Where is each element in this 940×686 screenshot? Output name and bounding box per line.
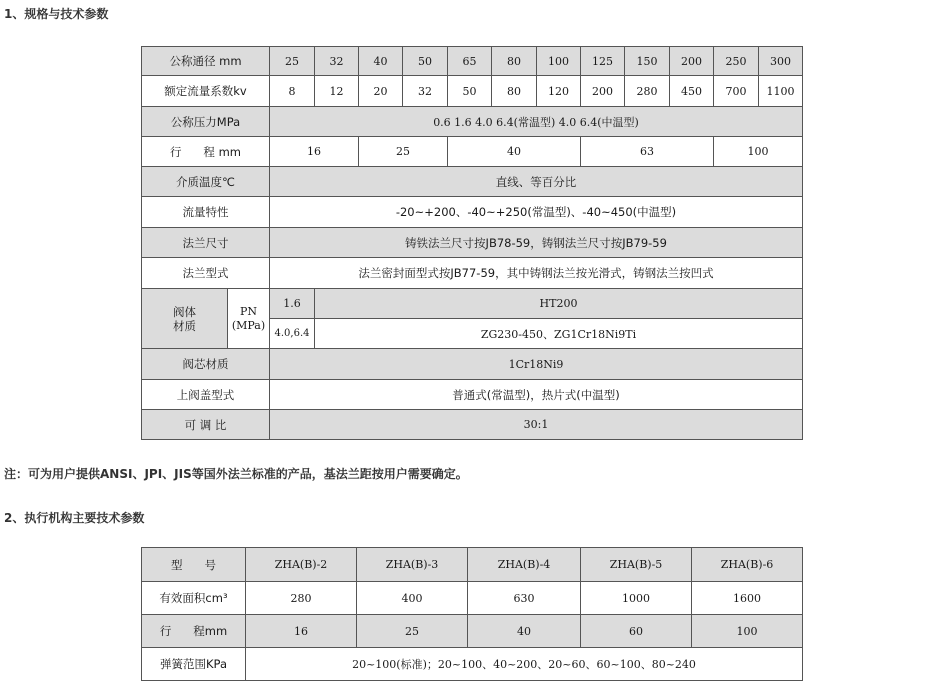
pn-label-line2: (MPa) (231, 318, 266, 332)
table-row (142, 380, 803, 410)
flange-type-label: 法兰型式 (142, 258, 270, 289)
kv-cell: 50 (448, 76, 492, 107)
nominal-dn-label: 公称通径 mm (142, 47, 270, 76)
dn-cell: 100 (537, 47, 581, 76)
section-heading-actuator: 2、执行机构主要技术参数 (4, 511, 145, 525)
body-material-label-line1: 阀体 (173, 304, 196, 319)
model-cell: ZHA(B)-2 (246, 548, 357, 582)
table-row (142, 349, 803, 380)
table-row (142, 76, 803, 107)
table-row (142, 648, 803, 681)
dn-cell: 125 (581, 47, 625, 76)
stroke-label: 行 程 mm (142, 137, 270, 167)
note-text: 注：可为用户提供ANSI、JPI、JIS等国外法兰标准的产品，基法兰距按用户需要确定。 (4, 467, 468, 481)
flow-char-label: 流量特性 (142, 197, 270, 228)
stroke-cell: 63 (581, 137, 714, 167)
body-material-label-line2: 材质 (173, 318, 196, 333)
dn-cell: 40 (359, 47, 403, 76)
table-row (142, 107, 803, 137)
dn-cell: 65 (448, 47, 492, 76)
model-cell: ZHA(B)-6 (692, 548, 803, 582)
core-material-value: 1Cr18Ni9 (270, 349, 803, 380)
area-cell: 1000 (581, 582, 692, 615)
specs-table (141, 46, 803, 440)
dn-cell: 250 (714, 47, 759, 76)
dn-cell: 32 (315, 47, 359, 76)
kv-cell: 280 (625, 76, 670, 107)
body-material-label (142, 289, 228, 349)
model-label: 型 号 (142, 548, 246, 582)
stroke-cell: 25 (359, 137, 448, 167)
section-heading-specs: 1、规格与技术参数 (4, 7, 109, 21)
stroke-cell: 40 (448, 137, 581, 167)
bonnet-label: 上阀盖型式 (142, 380, 270, 410)
table-row (142, 47, 803, 76)
kv-cell: 200 (581, 76, 625, 107)
kv-cell: 12 (315, 76, 359, 107)
dn-cell: 25 (270, 47, 315, 76)
pn-row1-value: HT200 (315, 289, 803, 319)
adjust-ratio-value: 30:1 (270, 410, 803, 440)
pressure-value: 0.6 1.6 4.0 6.4(常温型) 4.0 6.4(中温型) (270, 107, 803, 137)
area-cell: 1600 (692, 582, 803, 615)
pn-label-line1: PN (239, 304, 258, 318)
pn-row2-value: ZG230-450、ZG1Cr18Ni9Ti (315, 319, 803, 349)
core-material-label: 阀芯材质 (142, 349, 270, 380)
kv-label: 额定流量系数kv (142, 76, 270, 107)
kv-cell: 20 (359, 76, 403, 107)
stroke-cell: 16 (270, 137, 359, 167)
table-row (142, 258, 803, 289)
stroke-cell: 100 (714, 137, 803, 167)
actuator-table (141, 547, 803, 681)
kv-cell: 32 (403, 76, 448, 107)
pressure-label: 公称压力MPa (142, 107, 270, 137)
area-cell: 400 (357, 582, 468, 615)
dn-cell: 300 (759, 47, 803, 76)
pn-row2-label: 4.0,6.4 (270, 319, 315, 349)
spring-value: 20~100(标准)；20~100、40~200、20~60、60~100、80~240 (246, 648, 803, 681)
adjust-ratio-label: 可 调 比 (142, 410, 270, 440)
table-row (142, 615, 803, 648)
model-cell: ZHA(B)-5 (581, 548, 692, 582)
table-row (142, 410, 803, 440)
kv-cell: 450 (670, 76, 714, 107)
medium-temp-value: 直线、等百分比 (270, 167, 803, 197)
table-row (142, 582, 803, 615)
stroke-cell: 100 (692, 615, 803, 648)
model-cell: ZHA(B)-3 (357, 548, 468, 582)
dn-cell: 50 (403, 47, 448, 76)
dn-cell: 200 (670, 47, 714, 76)
stroke-cell: 40 (468, 615, 581, 648)
kv-cell: 8 (270, 76, 315, 107)
table-row (142, 167, 803, 197)
kv-cell: 80 (492, 76, 537, 107)
area-cell: 280 (246, 582, 357, 615)
kv-cell: 700 (714, 76, 759, 107)
pn-label (228, 289, 270, 349)
medium-temp-label: 介质温度℃ (142, 167, 270, 197)
dn-cell: 150 (625, 47, 670, 76)
table-row (142, 548, 803, 582)
table-row (142, 289, 803, 319)
bonnet-value: 普通式(常温型)，热片式(中温型) (270, 380, 803, 410)
flange-size-value: 铸铁法兰尺寸按JB78-59，铸钢法兰尺寸按JB79-59 (270, 228, 803, 258)
flange-type-value: 法兰密封面型式按JB77-59，其中铸钢法兰按光滑式，铸钢法兰按凹式 (270, 258, 803, 289)
table-row (142, 228, 803, 258)
flange-size-label: 法兰尺寸 (142, 228, 270, 258)
area-cell: 630 (468, 582, 581, 615)
area-label: 有效面积cm³ (142, 582, 246, 615)
table-row (142, 197, 803, 228)
kv-cell: 120 (537, 76, 581, 107)
flow-char-value: -20~+200、-40~+250(常温型)、-40~450(中温型) (270, 197, 803, 228)
stroke-cell: 16 (246, 615, 357, 648)
kv-cell: 1100 (759, 76, 803, 107)
model-cell: ZHA(B)-4 (468, 548, 581, 582)
pn-row1-label: 1.6 (270, 289, 315, 319)
table-row (142, 137, 803, 167)
stroke-cell: 25 (357, 615, 468, 648)
dn-cell: 80 (492, 47, 537, 76)
stroke-cell: 60 (581, 615, 692, 648)
spring-label: 弹簧范围KPa (142, 648, 246, 681)
actuator-stroke-label: 行 程mm (142, 615, 246, 648)
